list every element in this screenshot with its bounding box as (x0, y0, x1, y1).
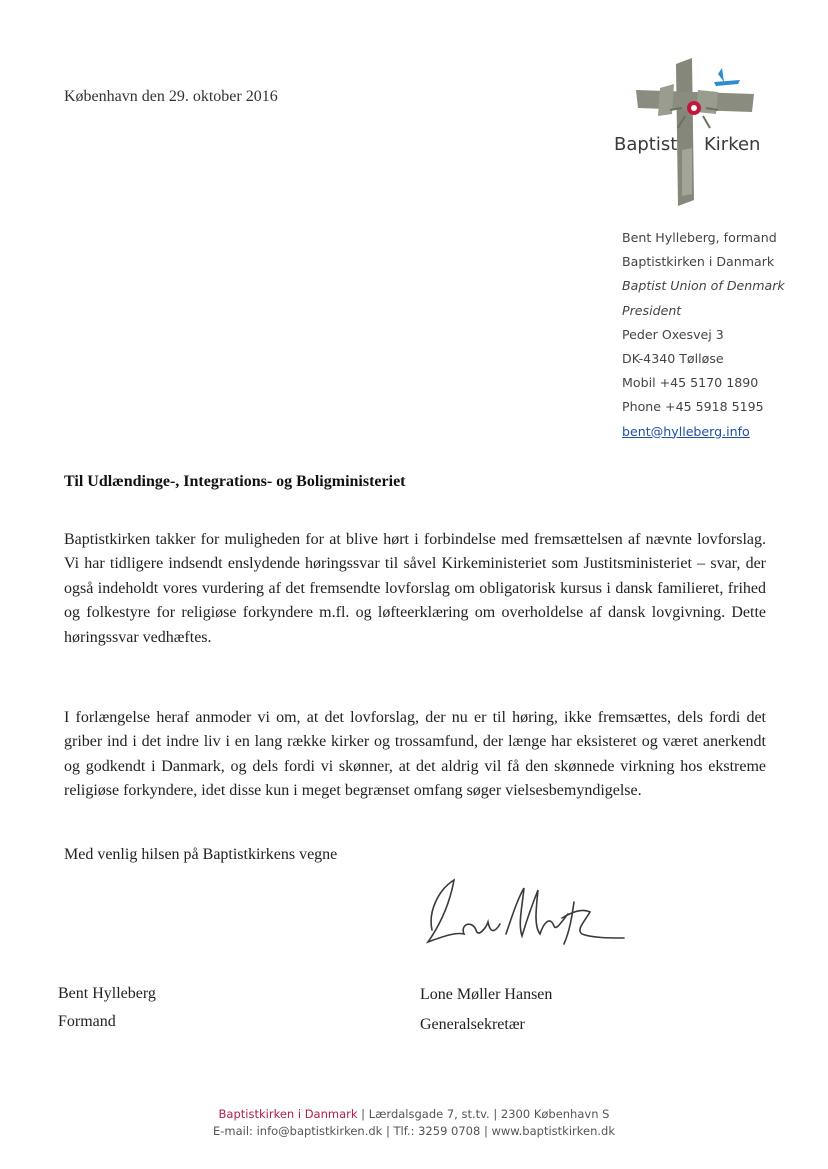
blue-flag-icon (718, 68, 724, 82)
signatory-right-name: Lone Møller Hansen (420, 986, 553, 1003)
sender-name: Bent Hylleberg, formand (622, 230, 777, 245)
letterhead-footer (0, 1106, 828, 1140)
logo-text-right: Kirken (704, 134, 761, 155)
sender-title-english: President (622, 302, 682, 318)
sender-email-link[interactable]: bent@hylleberg.info (622, 423, 750, 439)
sender-org: Baptistkirken i Danmark (622, 254, 775, 270)
cross-icon (636, 58, 754, 206)
signatory-right-title: Generalsekretær (420, 1016, 525, 1033)
handwritten-signature (414, 872, 628, 954)
sender-mobile: Mobil +45 5170 1890 (622, 375, 759, 391)
sender-org-english: Baptist Union of Denmark (622, 278, 785, 294)
dateline: København den 29. oktober 2016 (64, 88, 278, 105)
sender-phone: Phone +45 5918 5195 (622, 399, 764, 415)
sender-city: DK-4340 Tølløse (622, 351, 724, 367)
recipient-heading: Til Udlændinge-, Integrations- og Boligministeriet (64, 473, 406, 490)
footer-contact: E-mail: info@baptistkirken.dk | Tlf.: 3259 0708 | www.baptistkirken.dk (213, 1124, 615, 1138)
signatory-right (420, 980, 552, 1040)
signatory-left (58, 980, 156, 1036)
signatory-left-name: Bent Hylleberg (58, 985, 156, 1002)
logo-text-left: Baptist (614, 134, 678, 155)
body-paragraph-1: Baptistkirken takker for muligheden for at blive hørt i forbindelse med fremsættelsen af nævnte lovforslag. Vi har tidligere indsendt enslydende høringssvar til såvel Kirkeministeriet som Justitsministeriet – svar, der også indeholdt vores vurdering af det fremsendte lovforslag om obligatorisk kursus i dansk familieret, frihed og folkestyre for religiøse forkyndere m.fl. og løfteerklæring om overholdelse af dansk lovgivning. Dette høringssvar vedhæftes. (64, 531, 766, 646)
sender-block (622, 226, 785, 444)
signatory-left-title: Formand (58, 1013, 116, 1030)
sender-street: Peder Oxesvej 3 (622, 326, 724, 342)
footer-address: | Lærdalsgade 7, st.tv. | 2300 København S (357, 1107, 610, 1121)
footer-org: Baptistkirken i Danmark (218, 1107, 358, 1121)
closing-greeting: Med venlig hilsen på Baptistkirkens vegne (64, 846, 338, 863)
body-paragraph-2: I forlængelse heraf anmoder vi om, at det lovforslag, der nu er til høring, ikke fremsættes, dels fordi det griber ind i det indre liv i en lang række kirker og trossamfund, der længe har eksisteret og været anerkendt og godkendt i Danmark, og dels fordi vi skønner, at det aldrig vil få den skønnede virkning hos ekstreme religiøse forkyndere, idet disse kun i meget begrænset omfang søger vielsesbemyndigelse. (64, 709, 766, 800)
church-cross-logo (606, 54, 786, 210)
